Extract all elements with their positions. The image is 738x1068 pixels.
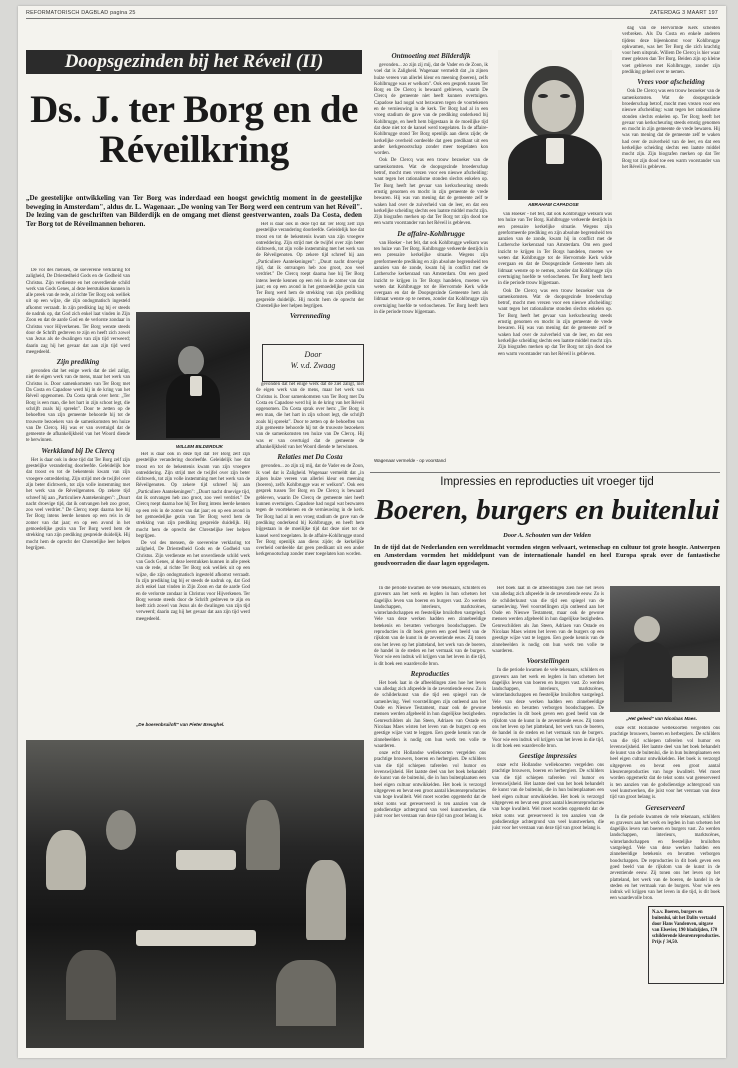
section-heading: Relaties met Da Costa [277, 453, 343, 462]
article1-column-1 [26, 268, 130, 708]
article1-col1-text-b: gevonden dat het enige werk dat de ziel zaligt, niet de eigen werk van de mens, maar het werk van Christus is. Door samenkomsten van Ter Borg met Da Costa en Capadose werd hij in de kring van het Réveil opgenomen. Da Costa sprak over hem: „Ter Borg is een man, die het hart in zijn schoot legt, die schrijft zoals hij spreekt". Door te zetten op de behoeften van zijn gemeente behoorde hij tot de trouwste bezoekers van de samenkomsten ten huize van De Clercq. Hij was er van overtuigd dat de gemeente de afhankelijkheid van het Woord diende te herwinnen. [26, 369, 130, 444]
capadose-portrait [498, 50, 612, 200]
author-box-line2: W. v.d. Zwaag [290, 361, 336, 370]
author-box-line1: Door [304, 350, 322, 359]
article2-col2-text-c: onze echt Hollandse wellekoorten vergelden ons prachtige brouwers, boeren en herbergiers. De schilders van die tijd schiepen taferelen vol humor en levenswijsheid. Het laatste deel van het boek behandelt de kunst van de buitenlui, die in hun buitenplaatsen een heel eigen cultuur ontwikkelden. Het boek is verzorgd uitgegeven en bevat een groot aantal kleurenreproducties van hoge kwaliteit. Wel moet worden opgemerkt dat de tekst soms wat gereserveerd is ten aanzien van de godsdienstige achtergrond van veel kunstwerken, die juist voor het verstaan van deze tijd van groot belang is. [492, 763, 604, 832]
section-rule [370, 472, 720, 473]
section-heading: Werkkland bij De Clercq [41, 446, 115, 455]
article2-col1-text: In die periode kwamen de vele tekenaars, schilders en graveurs aan het werk en legden in hun schetsen het dagelijks leven van boeren en burgers vast. Zo werden landschappen, interieurs, marktscènes, winterlandschappen en feestelijke bruiloften vastgelegd. Vele van deze werken hadden een zinnebeeldige betekenis en bevatten verborgen boodschappen. De reproducties in dit boek geven een goed beeld van de rijkdom van de kunst in de zeventiende eeuw. Zij tonen ons het leven op het platteland, het werk van de boeren, de handel in de steden en het vermaak van de burgers. Voor wie een indruk wil krijgen van het leven in die tijd, is dit boek een waardevolle bron. [374, 586, 486, 667]
sidebar-footer-caption: Wagenaar vermelde - op voorstand [374, 458, 446, 463]
sidebar-column-2 [498, 212, 612, 466]
article1-headline: Ds. J. ter Borg en de Réveilkring [30, 88, 358, 171]
article1-col3b-text: gevonden dat het enige werk dat de ziel zaligt, niet de eigen werk van de mens, maar het werk van Christus is. Door samenkomsten van Ter Borg met Da Costa en Capadose werd hij in de kring van het Réveil opgenomen. Da Costa sprak over hem: „Ter Borg is een man, die het hart in zijn schoot legt, die schrijft zoals hij spreekt". Door te zetten op de behoeften van zijn gemeente behoorde hij tot de trouwste bezoekers van de samenkomsten ten huize van De Clercq. Hij was er van overtuigd dat de gemeente de afhankelijkheid van het Woord diende te herwinnen. [256, 382, 364, 450]
article1-col3-text: Het is daar ook in deze tijd dat Ter Borg zelf zijn geestelijke verandering doorleefde. Geleidelijk hoe dat troost en tot de bekentenis kwam van zijn vroegere ontreddering. Zijn strijd met de twijfel over zijn beter dichtwerk, tot zijn volle instemming met het werk van de Réveilgenoten. Op zekere tijd schreef hij aan „Particuliere Aantekeningen": „Duurt nacht droevige tijd, dat ik ontvangen heb zoo groot, zoo veel verdriet." De Clercq roept daarna hoe hij Ter Borg intens leerde kennen op een reis in de zomer van dat jaar; en op een avond in het gemoedelijke gezin van Ter Borg werd hem de strekking van zijn prediking gespreide duidelijk. Hij mocht hem de oprecht der Chrestelijke leer helpen begrijpen. [256, 222, 364, 309]
article1-kicker: Doopsgezinden bij het Réveil (II) [26, 50, 362, 74]
article1-column-3 [256, 222, 364, 342]
article2-headline: Boeren, burgers en buitenlui [374, 494, 720, 526]
boerenbruiloft-painting [26, 740, 364, 1048]
article2-col3-text-b: In die periode kwamen de vele tekenaars, schilders en graveurs aan het werk en legden in hun schetsen het dagelijks leven van boeren en burgers vast. Zo werden landschappen, interieurs, marktscènes, winterlandschappen en feestelijke bruiloften vastgelegd. Vele van deze werken hadden een zinnebeeldige betekenis en bevatten verborgen boodschappen. De reproducties in dit boek geven een goed beeld van de rijkdom van de kunst in de zeventiende eeuw. Zij tonen ons het leven op het platteland, het werk van de boeren, de handel in de steden en het vermaak van de burgers. Voor wie een indruk wil krijgen van het leven in die tijd, is dit boek een waardevolle bron. [610, 814, 720, 902]
article2-col1-text-c: onze echt Hollandse wellekoorten vergelden ons prachtige brouwers, boeren en herbergiers. De schilders van die tijd schiepen taferelen vol humor en levenswijsheid. Het laatste deel van het boek behandelt de kunst van de buitenlui, die in hun buitenplaatsen een heel eigen cultuur ontwikkelden. Het boek is verzorgd uitgegeven en bevat een groot aantal kleurenreproducties van hoge kwaliteit. Wel moet worden opgemerkt dat de tekst soms wat gereserveerd is ten aanzien van de godsdienstige achtergrond van veel kunstwerken, die juist voor het verstaan van deze tijd van groot belang is. [374, 751, 486, 820]
section-heading: Reproducties [410, 669, 450, 678]
section-heading: Voorstellingen [526, 657, 570, 666]
newspaper-page [18, 6, 726, 1058]
sidebar-col3-text: dag van de Hervormde Kerk scheiden verbreken. Als Da Costa en enkele anderen tijdens deze bijeenkomst voor Kohlbrugge opkwamen, was het Ter Borg die zich krachtig voor hem uitsprak. Willem De Clercq is hier waar meer gelezen dan Ter Borg. Beiden zijn op kleine voet gebleven met Kohlbrugge, zonder zijn prediking geheel over te nemen. [622, 26, 720, 76]
section-heading: De affaire-Kohlbrugge [397, 229, 465, 238]
article1-column-3b [256, 382, 364, 708]
maes-caption: „Het geleed" van Nicolaas Maes. [626, 716, 698, 721]
section-heading: Geestige impressies [519, 752, 577, 761]
breughel-caption: „De boerenbruiloft" van Pieter Breughel. [136, 722, 225, 727]
article2-title: Impressies en reproducties uit vroeger tijd [440, 476, 654, 488]
sidebar-col3-text-b: Ook De Clercq was een trouw bezoeker van de samenkomsten. Wat de doopsgezinde broederschap betrof, mocht men vrezen voor een nieuwe afscheiding: want tegen het rationalisme stonden slechts enkelen op. Ter Borg heeft het gevaar van kerkscheuring steeds ernstig genomen en mocht in zijn gemeente de vrede bewaren. Hij was van mening dat de gemeente zelf te waken had over de zuiverheid van de leer, en dat een kerkelijke scheiding slechts een laatste middel mocht zijn. Zijn biografen merken op dat Ter Borg tot zijn dood toe een warm voorstander van het Réveil is gebleven. [622, 89, 720, 170]
article2-col3-text: onze echt Hollandse wellekoorten vergelden ons prachtige brouwers, boeren en herbergiers. De schilders van die tijd schiepen taferelen vol humor en levenswijsheid. Het laatste deel van het boek behandelt de kunst van de buitenlui, die in hun buitenplaatsen een heel eigen cultuur ontwikkelden. Het boek is verzorgd uitgegeven en bevat een groot aantal kleurenreproducties van hoge kwaliteit. Wel moet worden opgemerkt dat de tekst soms wat gereserveerd is ten aanzien van de godsdienstige achtergrond van veel kunstwerken, die juist voor het verstaan van deze tijd van groot belang is. [610, 726, 720, 801]
header-rule [26, 18, 718, 19]
article1-col2-text-b: De vol des mensen, de soevereine verklaring tot zaligheid, De Driestedheid Gods en de Godheid van Christus. Zijn verdienste en het onverdiende schild werk van Gods Genes, al deze leerstukken kunnen in alle preek van de rede, al richte Ter Borg ook welliek uit op een wijze, die zijn ondogmatisch ingesteld afkomst verraadt. In zijn prediking lag bij er steeds de nadruk op, dat God zich enkel laat vinden in Zijn Zoon en dat de aarde God en de verlorste zondaar in Christus voor Hijverkenen. Ter Borg wenste steeds door de Schrift gedreven te zijn en heeft zich zowel van Jezus als de dwalingen van zijn tijd verweerd; daarin zag hij het gevaar dat aan zijn tijd werd meegedeeld. [136, 541, 250, 622]
sidebar-col1-text-c: van Hoeker - het feit, dat ook Kohlbrugge welkom was ten huize van Ter Borg. Kohlbrugge verkeerde destijds in een pressaire kerkelijke situatie. Wegens zijn gereformeerde prediking en zijn absolute begrensheid ten aanzien van de zonde, kwam hij in conflict met de Luthersche kerkenraad van Amsterdam. Om een goed inzicht te krijgen in Ter Borgs handelen, moeten we weten dat Kohlbrugge tot de Hervormde Kerk wilde overgaan en dat de Doopsgezinde Gemeente hem als lidmaat wenste op te nemen, zonder dat Kohlbrugge zijn overtuiging hoefde te verloochenen. Ter Borg heeft hem in die periode trouw bijgestaan. [374, 240, 488, 315]
running-head-left: REFORMATORISCH DAGBLAD pagina 25 [26, 10, 136, 16]
sidebar-col2-text-b: Ook De Clercq was een trouw bezoeker van de samenkomsten. Wat de doopsgezinde broederschap betrof, mocht men vrezen voor een nieuwe afscheiding: want tegen het rationalisme stonden slechts enkelen op. Ter Borg heeft het gevaar van kerkscheuring steeds ernstig genomen en mocht in zijn gemeente de vrede bewaren. Hij was van mening dat de gemeente zelf te waken had over de zuiverheid van de leer, en dat een kerkelijke scheiding slechts een laatste middel mocht zijn. Zijn biografen merken op dat Ter Borg tot zijn dood toe een warm voorstander van het Réveil is gebleven. [498, 288, 612, 357]
section-heading: Zijn prediking [56, 358, 100, 367]
article2-lead: In de tijd dat de Nederlanden een wereldmacht vormden stegen welvaart, wetenschap en cultuur tot grote hoogte. Antwerpen en Amsterdam vormden het middelpunt van de internationale handel en heel Europa sprak over de fantastische goudvoorraden die daar lagen opgeslagen. [374, 544, 720, 567]
article1-lead: „De geestelijke ontwikkeling van Ter Borg was inderdaad een hoogst gewichtig moment in de geestelijke beweging in Amsterdam", aldus dr. L. Wagenaar. „De woning van Ter Borg werd een centrum van het Réveil". De lezing van de geschriften van Bilderdijk en de omgang met dienst geestverwanten, zoals Da Costa, deden Ter Borg tot de Réveilmannen behoren. [26, 194, 362, 228]
article2-column-1 [374, 586, 486, 1056]
sidebar-column-1 [374, 50, 488, 450]
running-head-right: ZATERDAG 3 MAART 197 [649, 10, 718, 16]
article2-column-2 [492, 586, 604, 1056]
article2-col2-text-b: In die periode kwamen de vele tekenaars, schilders en graveurs aan het werk en legden in hun schetsen het dagelijks leven van boeren en burgers vast. Zo werden landschappen, interieurs, marktscènes, winterlandschappen en feestelijke bruiloften vastgelegd. Vele van deze werken hadden een zinnebeeldige betekenis en bevatten verborgen boodschappen. De reproducties in dit boek geven een goed beeld van de rijkdom van de kunst in de zeventiende eeuw. Zij tonen ons het leven op het platteland, het werk van de boeren, de handel in de steden en het vermaak van de burgers. Voor wie een indruk wil krijgen van het leven in die tijd, is dit boek een waardevolle bron. [492, 668, 604, 749]
author-box [262, 344, 364, 382]
maes-painting [610, 586, 720, 712]
book-details-box: N.a.v. Boeren, burgers en buitenlui, uit het Dalits vertaald door Hans Vandenven, uitgave van Elsevier, 190 bladzijden, 170 schilderende kleurenreproducties. Prijs ƒ 34,50. [648, 906, 724, 984]
article2-column-3 [610, 726, 720, 904]
article2-byline: Door A. Schouten van der Velden [503, 532, 591, 539]
article2-col2-text: Het boek laat in de afbeeldingen zien hoe het leven van alledag zich afspeelde in de zeventiende eeuw. Zo is de schilderkunst van die tijd een spiegel van de samenleving. Veel voorstellingen zijn ontleend aan het Oude en Nieuwe Testament, maar ook de gewone mensen werden afgebeeld in hun dagelijkse bezigheden. Genreschilders als Jan Steen, Adriaen van Ostade en Nicolaas Maes wisten het leven van de burgers op een geestige wijze vast te leggen. Een goede kennis van de zinnebeelden is nodig om hun werk ten volle te waarderen. [492, 586, 604, 654]
article1-col3b-text-b: gevonden... zo zijn zij mij, dat de Vader en de Zoon, ik voel dat is Zaligheid. Wagenaar vermeldt dat „in zijnen huize vereen van allerlei kleur en meening (boeren), zelfs Kohlbrugge was er welkom". Ook een gesprek tussen Ter Borg en De Clercq is bewaard gebleven, waarin De Clercq de gemeente niet heeft kunnen overtuigen. Capadose had nogal wat bezwaren tegen de voortekenen en de vernieuwing in de kerk. Ter Borg had al in een vroeg stadium de gave van de prediking onderkend bij Kohlbrugge, en heeft hem bijgestaan in de moeilijke tijd dat deze niet tot de kansel werd toegelaten. In de affaire-Kohlbrugge stond Ter Borg openlijk aan diens zijde; de kerkelijke overheid oordeelde dat geen predikant uit een ander kerkgenootschap zonder meer toegelaten kon worden. [256, 464, 364, 558]
capadose-caption: ABRAHAM CAPADOSE [528, 202, 579, 207]
section-heading: Ontmoeting met Bilderdijk [391, 52, 471, 60]
article1-col2-text: Het is daar ook in deze tijd dat Ter Borg zelf zijn geestelijke verandering doorleefde. Geleidelijk hoe dat troost en tot de bekentenis kwam van zijn vroegere ontreddering. Zijn strijd met de twijfel over zijn beter dichtwerk, tot zijn volle instemming met het werk van de Réveilgenoten. Op zekere tijd schreef hij aan „Particuliere Aantekeningen": „Duurt nacht droevige tijd, dat ik ontvangen heb zoo groot, zoo veel verdriet." De Clercq roept daarna hoe hij Ter Borg intens leerde kennen op een reis in de zomer van dat jaar; en op een avond in het gemoedelijke gezin van Ter Borg werd hem de strekking van zijn prediking gespreide duidelijk. Hij mocht hem de oprecht der Chrestelijke leer helpen begrijpen. [136, 452, 250, 539]
article1-col1-text-c: Het is daar ook in deze tijd dat Ter Borg zelf zijn geestelijke verandering doorleefde. Geleidelijk hoe dat troost en tot de bekentenis kwam van zijn vroegere ontreddering. Zijn strijd met de twijfel over zijn beter dichtwerk, tot zijn volle instemming met het werk van de Réveilgenoten. Op zekere tijd schreef hij aan „Particuliere Aantekeningen": „Duurt nacht droevige tijd, dat ik ontvangen heb zoo groot, zoo veel verdriet." De Clercq roept daarna hoe hij Ter Borg intens leerde kennen op een reis in de zomer van dat jaar; en op een avond in het gemoedelijke gezin van Ter Borg werd hem de strekking van zijn prediking gespreide duidelijk. Hij mocht hem de oprecht der Chrestelijke leer helpen begrijpen. [26, 457, 130, 551]
article2-col1-text-b: Het boek laat in de afbeeldingen zien hoe het leven van alledag zich afspeelde in de zeventiende eeuw. Zo is de schilderkunst van die tijd een spiegel van de samenleving. Veel voorstellingen zijn ontleend aan het Oude en Nieuwe Testament, maar ook de gewone mensen werden afgebeeld in hun dagelijkse bezigheden. Genreschilders als Jan Steen, Adriaen van Ostade en Nicolaas Maes wisten het leven van de burgers op een geestige wijze vast te leggen. Een goede kennis van de zinnebeelden is nodig om hun werk ten volle te waarderen. [374, 680, 486, 749]
section-heading: Verrenneding [289, 312, 331, 321]
section-heading: Gereserveerd [645, 803, 685, 812]
article1-col1-text: De vol des mensen, de soevereine verklaring tot zaligheid, De Driestedheid Gods en de Godheid van Christus. Zijn verdienste en het onverdiende schild werk van Gods Genes, al deze leerstukken kunnen in alle preek van de rede, al richte Ter Borg ook welliek uit op een wijze, die zijn ondogmatisch ingesteld afkomst verraadt. In zijn prediking lag bij er steeds de nadruk op, dat God zich enkel laat vinden in Zijn Zoon en dat de aarde God en de verlorste zondaar in Christus voor Hijverkenen. Ter Borg wenste steeds door de Schrift gedreven te zijn en heeft zich zowel van Jezus als de dwalingen van zijn tijd verweerd; daarin zag hij het gevaar dat aan zijn tijd werd meegedeeld. [26, 268, 130, 355]
sidebar-column-3 [622, 26, 720, 466]
section-heading: Vrees voor afscheiding [637, 78, 705, 87]
article1-column-2 [136, 452, 250, 708]
sidebar-col2-text: van Hoeker - het feit, dat ook Kohlbrugge welkom was ten huize van Ter Borg. Kohlbrugge verkeerde destijds in een pressaire kerkelijke situatie. Wegens zijn gereformeerde prediking en zijn absolute begrensheid ten aanzien van de zonde, kwam hij in conflict met de Luthersche kerkenraad van Amsterdam. Om een goed inzicht te krijgen in Ter Borgs handelen, moeten we weten dat Kohlbrugge tot de Hervormde Kerk wilde overgaan en dat de Doopsgezinde Gemeente hem als lidmaat wenste op te nemen, zonder dat Kohlbrugge zijn overtuiging hoefde te verloochenen. Ter Borg heeft hem in die periode trouw bijgestaan. [498, 212, 612, 287]
bilderdijk-portrait-photo [136, 312, 250, 440]
bilderdijk-caption: WILLEM BILDERDIJK [176, 444, 223, 449]
sidebar-col1-text: gevonden... zo zijn zij mij, dat de Vader en de Zoon, ik voel dat is Zaligheid. Wagenaar vermeldt dat „in zijnen huize vereen van allerlei kleur en meening (boeren), zelfs Kohlbrugge was er welkom". Ook een gesprek tussen Ter Borg en De Clercq is bewaard gebleven, waarin De Clercq de gemeente niet heeft kunnen overtuigen. Capadose had nogal wat bezwaren tegen de voortekenen en de vernieuwing in de kerk. Ter Borg had al in een vroeg stadium de gave van de prediking onderkend bij Kohlbrugge, en heeft hem bijgestaan in de moeilijke tijd dat deze niet tot de kansel werd toegelaten. In de affaire-Kohlbrugge stond Ter Borg openlijk aan diens zijde; de kerkelijke overheid oordeelde dat geen predikant uit een ander kerkgenootschap zonder meer toegelaten kon worden. [374, 63, 488, 157]
sidebar-col1-text-b: Ook De Clercq was een trouw bezoeker van de samenkomsten. Wat de doopsgezinde broederschap betrof, mocht men vrezen voor een nieuwe afscheiding: want tegen het rationalisme stonden slechts enkelen op. Ter Borg heeft het gevaar van kerkscheuring steeds ernstig genomen en mocht in zijn gemeente de vrede bewaren. Hij was van mening dat de gemeente zelf te waken had over de zuiverheid van de leer, en dat een kerkelijke scheiding slechts een laatste middel mocht zijn. Zijn biografen merken op dat Ter Borg tot zijn dood toe een warm voorstander van het Réveil is gebleven. [374, 158, 488, 227]
